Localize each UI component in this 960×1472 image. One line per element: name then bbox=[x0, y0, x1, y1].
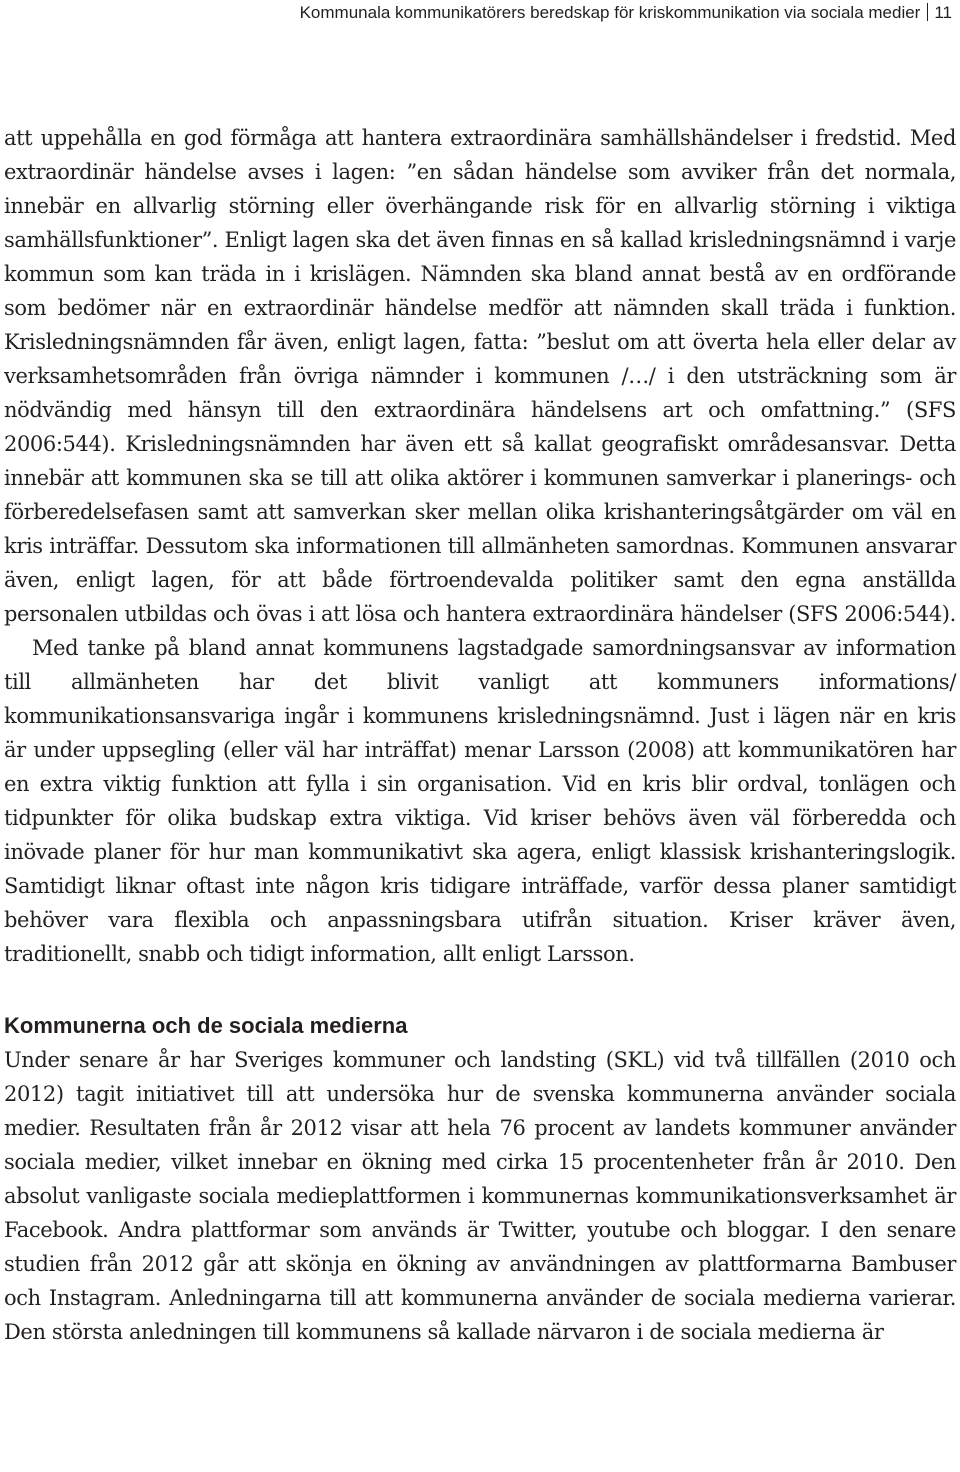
section-heading: Kommunerna och de sociala medierna bbox=[4, 1013, 408, 1038]
body-paragraph-3: Under senare år har Sveriges kommuner och landsting (SKL) vid två tillfällen (2010 och 2012) tagit initiativet till att undersöka hur de svenska kommunerna använder sociala medier. Resultaten från år 2012 visar att hela 76 procent av landets kommuner använder sociala medier, vilket innebar en ökning med cirka 15 procentenheter från år 2010. Den absolut vanligaste sociala medieplattformen i kommunernas kommunikationsverksamhet är Facebook. Andra plattformar som används är Twitter, youtube och bloggar. I den senare studien från 2012 går att skönja en ökning av användningen av plattformarna Bambuser och Instagram. Anledningarna till att kommunerna använder de sociala medierna varierar. Den största anledningen till kommunens så kallade närvaron i de sociala medierna är bbox=[4, 1048, 956, 1344]
body-paragraph-1: att uppehålla en god förmåga att hantera extraordinära samhällshändelser i fredstid. Med extraordinär händelse avses i lagen: ”en sådan händelse som avviker från det normala, innebär en allvarlig störning eller överhängande risk för en allvarlig störning i viktiga samhällsfunktioner”. Enligt lagen ska det även finnas en så kallad krisledningsnämnd i varje kommun som kan träda in i krislägen. Nämnden ska bland annat bestå av en ordförande som bedömer när en extraordinär händelse medför att nämnden skall träda i funktion. Krisledningsnämnden får även, enligt lagen, fatta: ”beslut om att överta hela eller delar av verksamhetsområden från övriga nämnder i kommunen /…/ i den utsträckning som är nödvändig med hänsyn till den extraordinära händelsens art och omfattning.” (SFS 2006:544). Krisledningsnämnden har även ett så kallat geografiskt områdesansvar. Detta innebär att kommunen ska se till att olika aktörer i kommunen samverkar i planerings- och förberedelsefasen samt att samverkan sker mellan olika krishanteringsåtgärder om väl en kris inträffar. Dessutom ska informationen till allmänheten samordnas. Kommunen ansvarar även, enligt lagen, för att både förtroendevalda politiker samt den egna anställda personalen utbildas och övas i att lösa och hantera extraordinära händelser (SFS 2006:544). bbox=[4, 126, 956, 626]
body-text bbox=[4, 121, 956, 1349]
header-divider bbox=[927, 3, 928, 21]
page-number: 11 bbox=[934, 3, 952, 22]
running-header bbox=[8, 2, 952, 24]
body-paragraph-2: Med tanke på bland annat kommunens lagstadgade samordningsansvar av information till allmänheten har det blivit vanligt att kommuners informations/ kommunikationsansvariga ingår i kommunens krisledningsnämnd. Just i lägen när en kris är under uppsegling (eller väl har inträffat) menar Larsson (2008) att kommunikatören har en extra viktig funktion att fylla i sin organisation. Vid en kris blir ordval, tonlägen och tidpunkter för olika budskap extra viktiga. Vid kriser behövs även väl förberedda och inövade planer för hur man kommunikativt ska agera, enligt klassisk krishanteringslogik. Samtidigt liknar oftast inte någon kris tidigare inträffade, varför dessa planer samtidigt behöver vara flexibla och anpassningsbara utifrån situation. Kriser kräver även, traditionellt, snabb och tidigt information, allt enligt Larsson. bbox=[4, 636, 956, 966]
running-title: Kommunala kommunikatörers beredskap för kriskommunikation via sociala medier bbox=[299, 3, 921, 22]
